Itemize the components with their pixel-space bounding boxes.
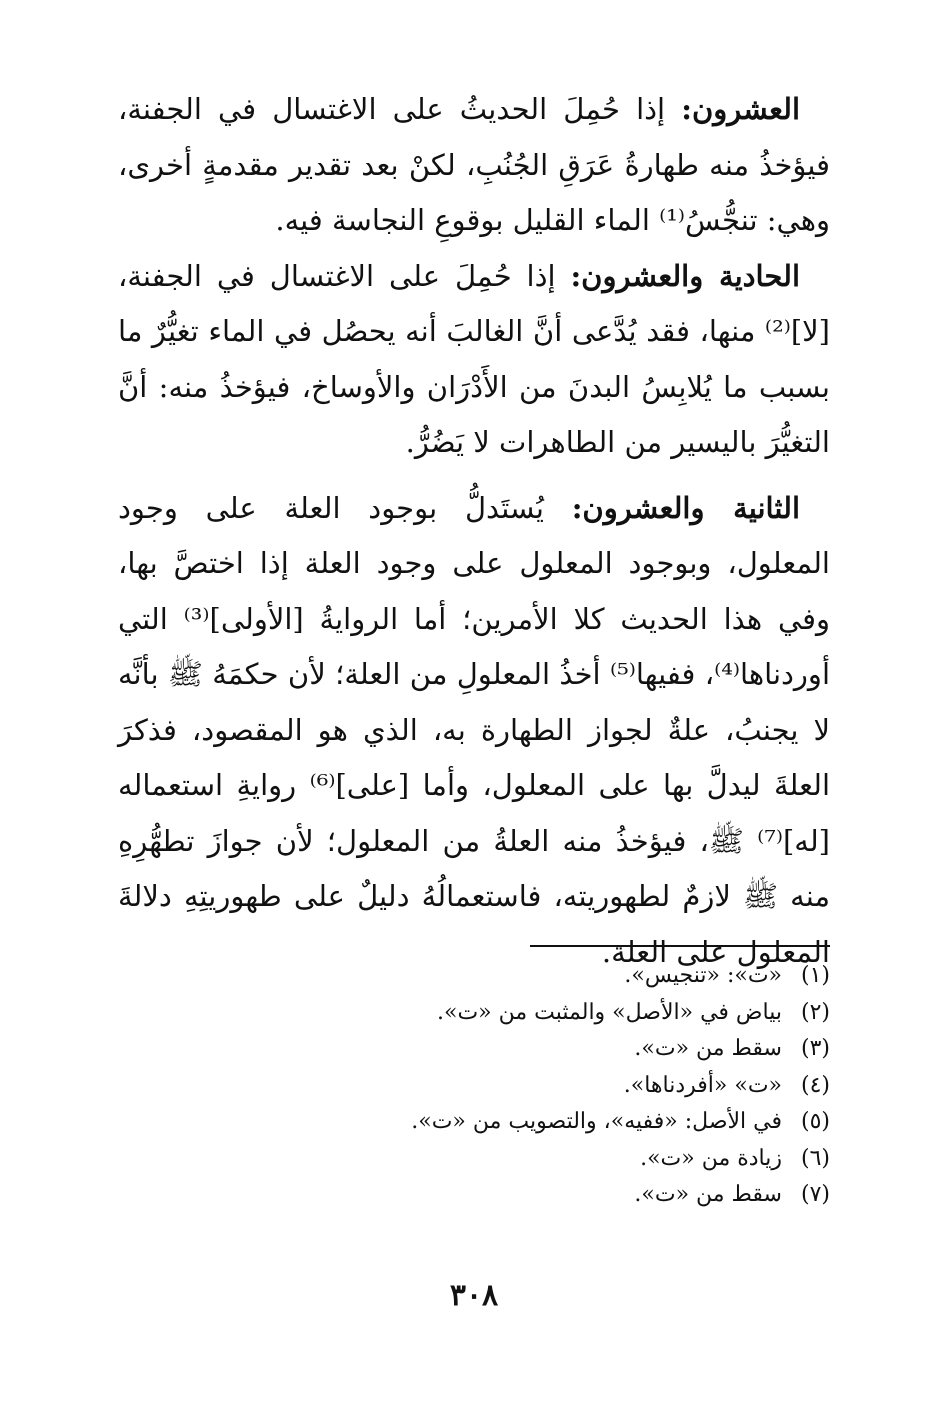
footnote-text: زيادة من «ت». [640, 1145, 782, 1171]
footnote-text: سقط من «ت». [634, 1182, 782, 1207]
main-text [118, 82, 830, 980]
footnote-item [118, 1104, 830, 1141]
footnote-number: (٥) [800, 1109, 830, 1134]
paragraph-20 [118, 82, 830, 249]
footnote-text: «ت»: «تنجيس». [624, 963, 782, 988]
paragraph-lead: العشرون: [681, 92, 800, 126]
footnote-separator [530, 945, 830, 947]
paragraph-lead: الحادية والعشرون: [570, 258, 800, 293]
footnote-number: (٦) [800, 1145, 830, 1171]
footnote-item [118, 995, 830, 1032]
footnote-item [118, 1031, 830, 1068]
footnote-item [118, 1141, 830, 1178]
paragraph-body: يُستَدلُّ بوجود العلة على وجود المعلول، وبوجود المعلول على وجود العلة إذا اختصَّ بها، وفي هذا الحديث كلا الأمرين؛ أما الروايةُ [الأولى]⁽³⁾ التي أوردناها⁽⁴⁾، ففيها⁽⁵⁾ أخذُ المعلولِ من العلة؛ لأن حكمَهُ ﷺ بأنَّه لا يجنبُ، علةٌ لجواز الطهارة به، الذي هو المقصود، فذكرَ العلةَ ليدلَّ بها على المعلول، وأما [على]⁽⁶⁾ روايةِ استعماله [له]⁽⁷⁾ ﷺ، فيؤخذُ منه العلةُ من المعلول؛ لأن جوازَ تطهُّرِهِ منه ﷺ لازمٌ لطهوريته، فاستعمالُهُ دليلٌ على طهوريتِهِ دلالةَ المعلول على العلة. [118, 490, 830, 969]
paragraph-body: إذا حُمِلَ الحديثُ على الاغتسال في الجفنة، فيؤخذُ منه طهارةُ عَرَقِ الجُنُبِ، لكنْ بعد تقدير مقدمةٍ أخرى، وهي: تنجُّسُ⁽¹⁾ الماء القليل بوقوعِ النجاسة فيه. [118, 92, 830, 237]
footnote-item [118, 1177, 830, 1214]
footnote-text: بياض في «الأصل» والمثبت من «ت». [437, 999, 782, 1025]
footnote-number: (٣) [800, 1036, 830, 1061]
footnote-text: في الأصل: «ففيه»، والتصويب من «ت». [411, 1109, 782, 1134]
footnote-text: سقط من «ت». [634, 1036, 782, 1061]
footnote-number: (٧) [800, 1182, 830, 1207]
paragraph-22 [118, 481, 830, 981]
paragraph-body: إذا حُمِلَ على الاغتسال في الجفنة، [لا]⁽²⁾ منها، فقد يُدَّعى أنَّ الغالبَ أنه يحصُل في الماء تغيُّرٌ ما بسبب ما يُلابِسُ البدنَ من الأَدْرَان والأوساخ، فيؤخذُ منه: أنَّ التغيُّرَ باليسير من الطاهرات لا يَضُرُّ. [118, 258, 830, 459]
footnote-item [118, 958, 830, 995]
paragraph-21 [118, 249, 830, 471]
footnotes-list [118, 958, 830, 1214]
footnote-number: (٢) [800, 999, 830, 1025]
footnote-text: «ت» «أفردناها». [623, 1072, 782, 1098]
page-number: ٣٠٨ [449, 1278, 499, 1313]
paragraph-lead: الثانية والعشرون: [571, 490, 800, 525]
footnote-number: (٤) [800, 1072, 830, 1098]
footnote-number: (١) [800, 963, 830, 988]
footnote-item [118, 1068, 830, 1105]
